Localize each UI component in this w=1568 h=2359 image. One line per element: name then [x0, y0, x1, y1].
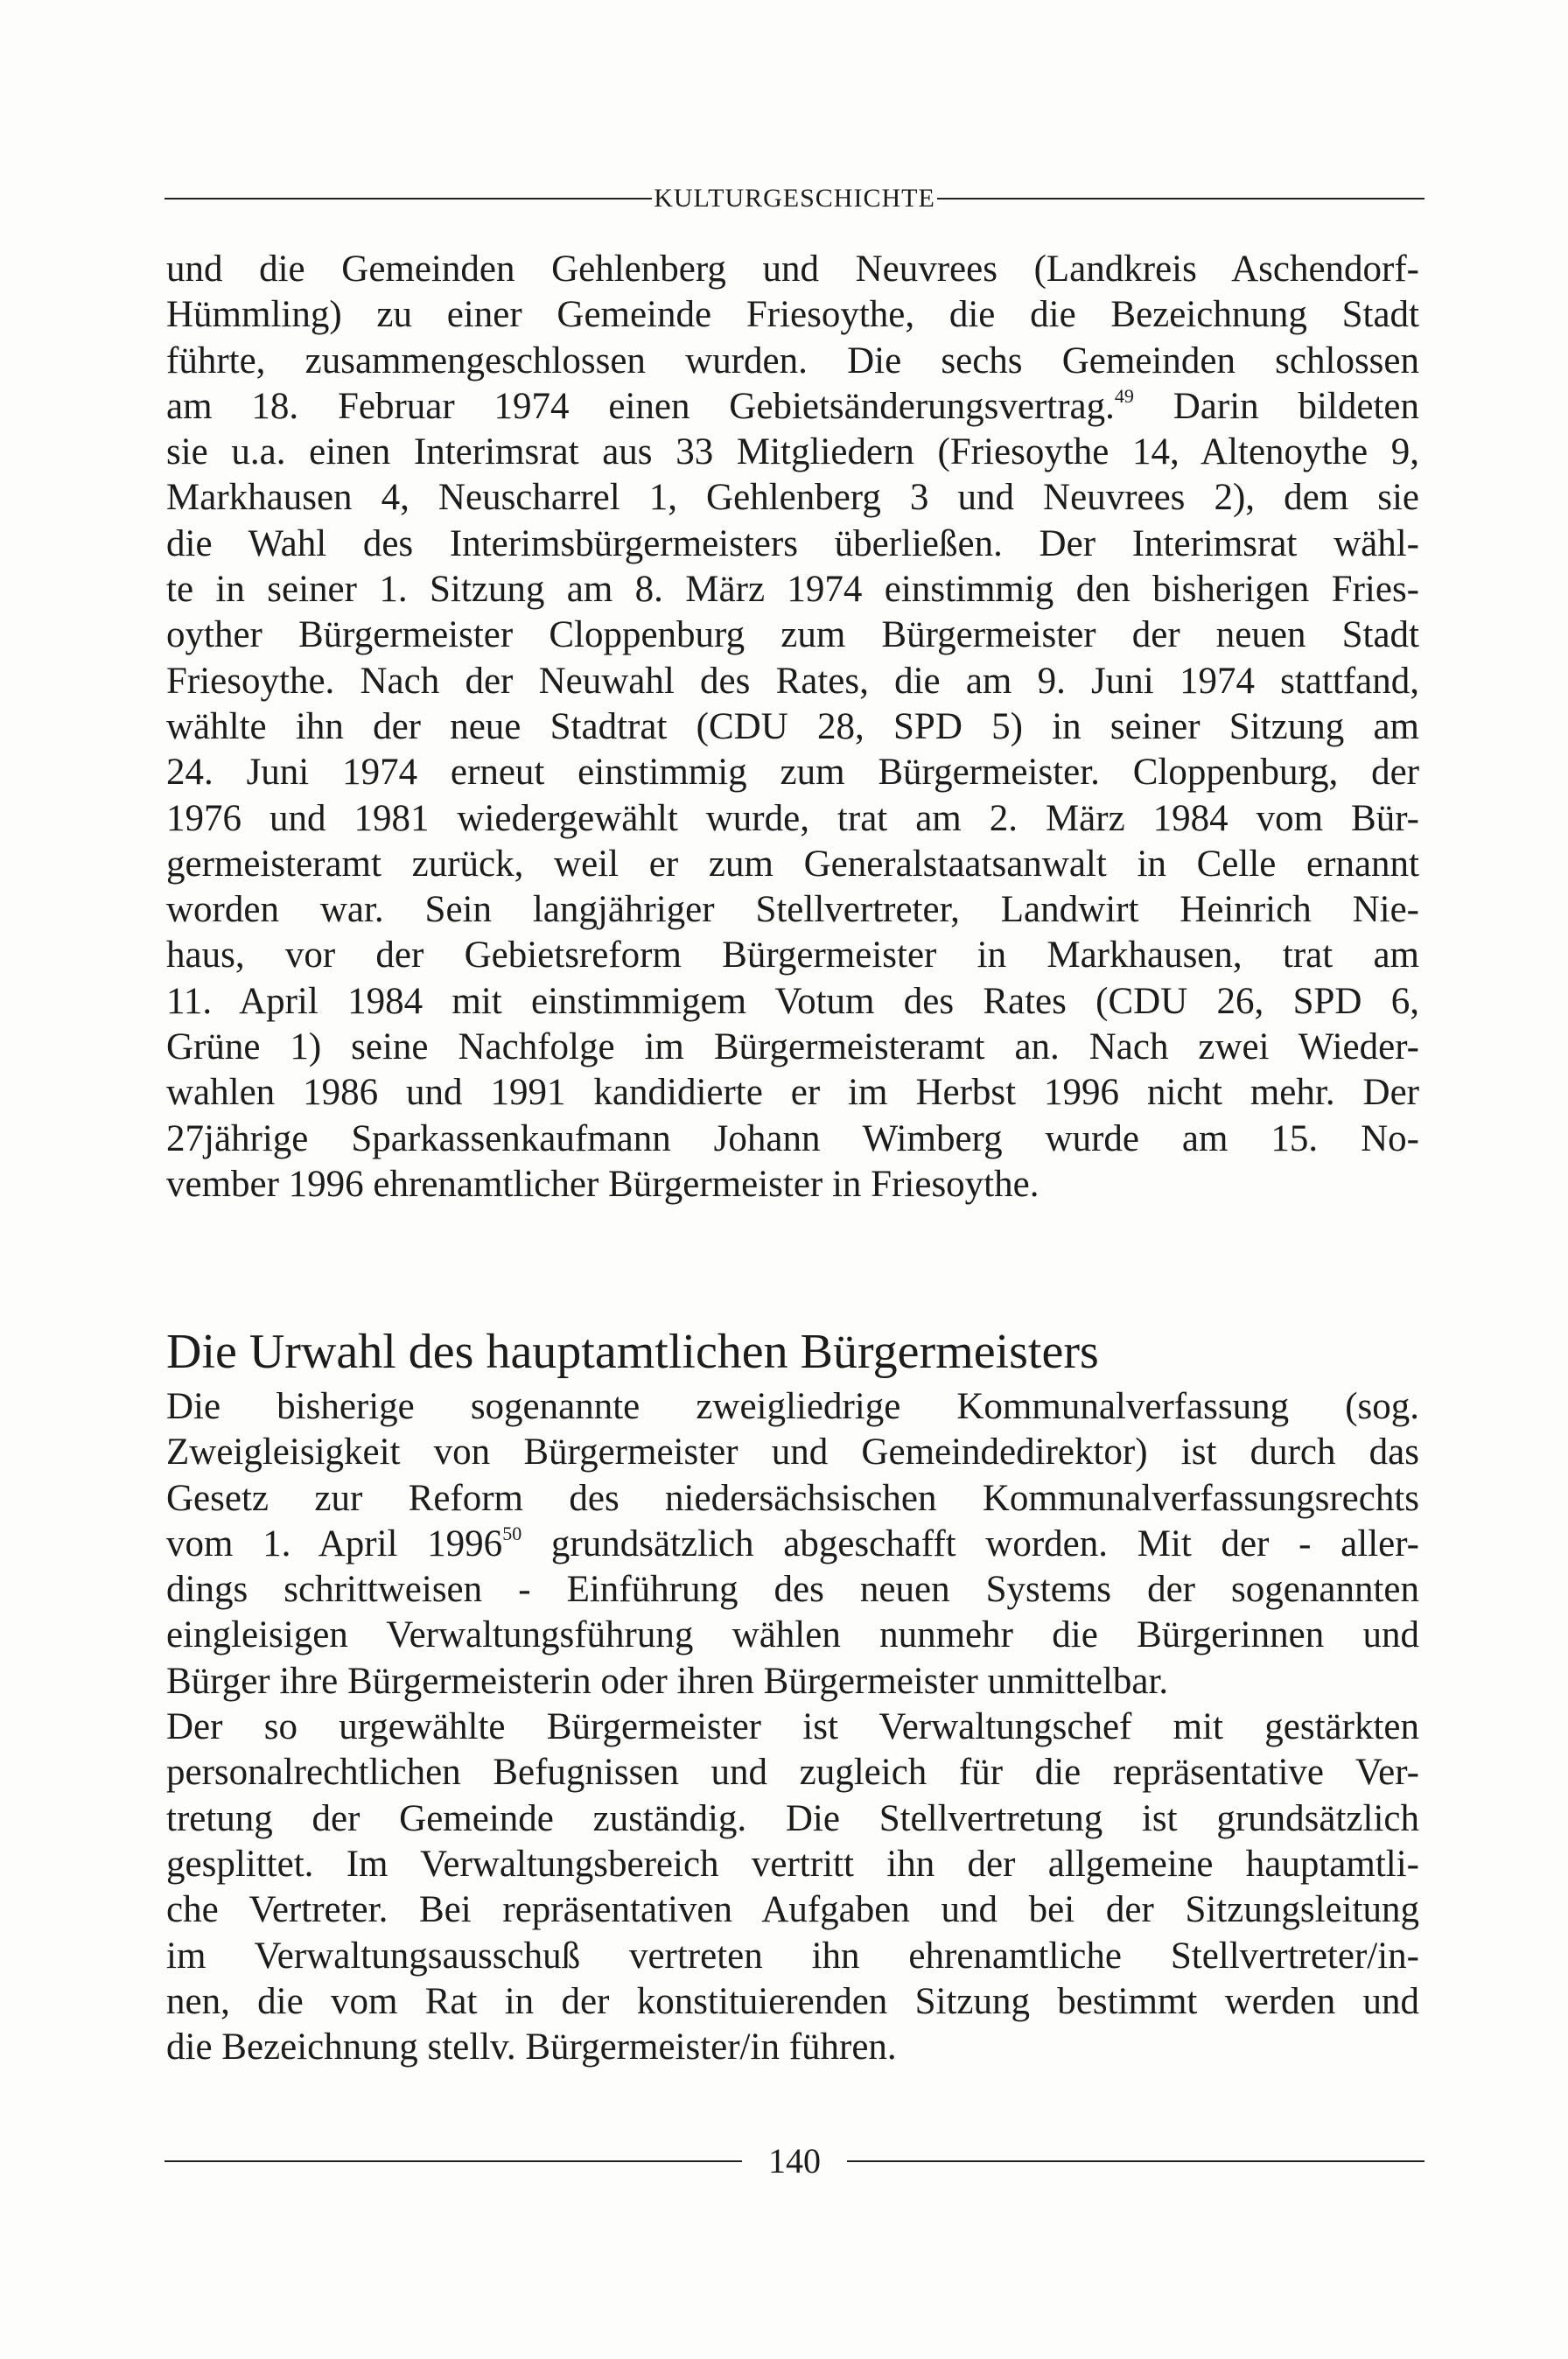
running-head-rule-right: [937, 198, 1424, 200]
text-line: 11. April 1984 mit einstimmigem Votum des Rates (CDU 26, SPD 6,: [166, 980, 1419, 1022]
text-line: und die Gemeinden Gehlenberg und Neuvrees (Landkreis Aschendorf-: [166, 248, 1419, 290]
text-line-with-footnote: [166, 384, 1419, 430]
text-line: dings schrittweisen - Einführung des neuen Systems der sogenannten: [166, 1569, 1419, 1611]
text-line: 1976 und 1981 wiedergewählt wurde, trat am 2. März 1984 vom Bür-: [166, 797, 1419, 839]
text-line: personalrechtlichen Befugnissen und zugleich für die repräsentative Ver-: [166, 1752, 1419, 1794]
text-line: Die bisherige sogenannte zweigliedrige Kommunalverfassung (sog.: [166, 1386, 1419, 1427]
text-line: tretung der Gemeinde zuständig. Die Stellvertretung ist grundsätzlich: [166, 1797, 1419, 1839]
text-segment: am 18. Februar 1974 einen Gebietsänderungsvertrag.: [166, 385, 1115, 427]
footnote-marker-49: 49: [1114, 384, 1134, 407]
text-line: te in seiner 1. Sitzung am 8. März 1974 einstimmig den bisherigen Fries-: [166, 569, 1419, 611]
text-line: gesplittet. Im Verwaltungsbereich vertritt ihn der allgemeine hauptamtli-: [166, 1843, 1419, 1885]
footer-rule-left: [164, 2160, 742, 2162]
running-head-title: KULTURGESCHICHTE: [654, 184, 935, 213]
footnote-marker-50: 50: [502, 1522, 522, 1544]
text-line: haus, vor der Gebietsreform Bürgermeister in Markhausen, trat am: [166, 934, 1419, 976]
text-line: im Verwaltungsausschuß vertreten ihn ehrenamtliche Stellvertreter/in-: [166, 1935, 1419, 1977]
text-line: worden war. Sein langjähriger Stellvertreter, Landwirt Heinrich Nie-: [166, 889, 1419, 931]
text-line: Gesetz zur Reform des niedersächsischen Kommunalverfassungsrechts: [166, 1477, 1419, 1519]
text-segment: Darin bildeten: [1133, 385, 1419, 427]
text-segment: vom 1. April 1996: [166, 1522, 503, 1564]
text-line: Friesoythe. Nach der Neuwahl des Rates, die am 9. Juni 1974 stattfand,: [166, 660, 1419, 702]
text-line: Bürger ihre Bürgermeisterin oder ihren Bürgermeister unmittelbar.: [166, 1660, 1169, 1702]
text-line: nen, die vom Rat in der konstituierenden Sitzung bestimmt werden und: [166, 1980, 1419, 2022]
text-line: Markhausen 4, Neuscharrel 1, Gehlenberg 3 und Neuvrees 2), dem sie: [166, 477, 1419, 519]
text-line: 27jährige Sparkassenkaufmann Johann Wimberg wurde am 15. No-: [166, 1117, 1419, 1159]
text-line: wahlen 1986 und 1991 kandidierte er im Herbst 1996 nicht mehr. Der: [166, 1072, 1419, 1114]
text-line: che Vertreter. Bei repräsentativen Aufgaben und bei der Sitzungsleitung: [166, 1889, 1419, 1931]
text-line: die Wahl des Interimsbürgermeisters überließen. Der Interimsrat wähl-: [166, 522, 1419, 564]
text-line: Hümmling) zu einer Gemeinde Friesoythe, die die Bezeichnung Stadt: [166, 294, 1419, 336]
running-head-rule-left: [164, 198, 652, 200]
text-segment: grundsätzlich abgeschafft worden. Mit der - aller-: [522, 1522, 1420, 1564]
text-line: die Bezeichnung stellv. Bürgermeister/in führen.: [166, 2026, 897, 2068]
text-line: eingleisigen Verwaltungsführung wählen nunmehr die Bürgerinnen und: [166, 1614, 1419, 1656]
text-line: Zweigleisigkeit von Bürgermeister und Gemeindedirektor) ist durch das: [166, 1432, 1419, 1474]
text-line-with-footnote: [166, 1522, 1419, 1567]
text-line: führte, zusammengeschlossen wurden. Die sechs Gemeinden schlossen: [166, 340, 1419, 382]
text-line: oyther Bürgermeister Cloppenburg zum Bürgermeister der neuen Stadt: [166, 614, 1419, 656]
section-heading: Die Urwahl des hauptamtlichen Bürgermeisters: [166, 1325, 1099, 1379]
paragraph-2-and-3: [166, 1384, 1419, 2070]
text-line: germeisteramt zurück, weil er zum Generalstaatsanwalt in Celle ernannt: [166, 843, 1419, 885]
footer-rule-right: [847, 2160, 1424, 2162]
text-line: vember 1996 ehrenamtlicher Bürgermeister in Friesoythe.: [166, 1163, 1040, 1205]
running-head: [164, 184, 1424, 214]
text-line: sie u.a. einen Interimsrat aus 33 Mitgliedern (Friesoythe 14, Altenoythe 9,: [166, 431, 1419, 473]
text-line: 24. Juni 1974 erneut einstimmig zum Bürgermeister. Cloppenburg, der: [166, 752, 1419, 794]
page-footer: [164, 2140, 1424, 2181]
text-line: wählte ihn der neue Stadtrat (CDU 28, SPD 5) in seiner Sitzung am: [166, 705, 1419, 747]
paragraph-1: [166, 247, 1419, 1208]
text-line: Der so urgewählte Bürgermeister ist Verwaltungschef mit gestärkten: [166, 1706, 1419, 1748]
text-line: Grüne 1) seine Nachfolge im Bürgermeisteramt an. Nach zwei Wieder-: [166, 1026, 1419, 1068]
page-number: 140: [768, 2141, 821, 2180]
